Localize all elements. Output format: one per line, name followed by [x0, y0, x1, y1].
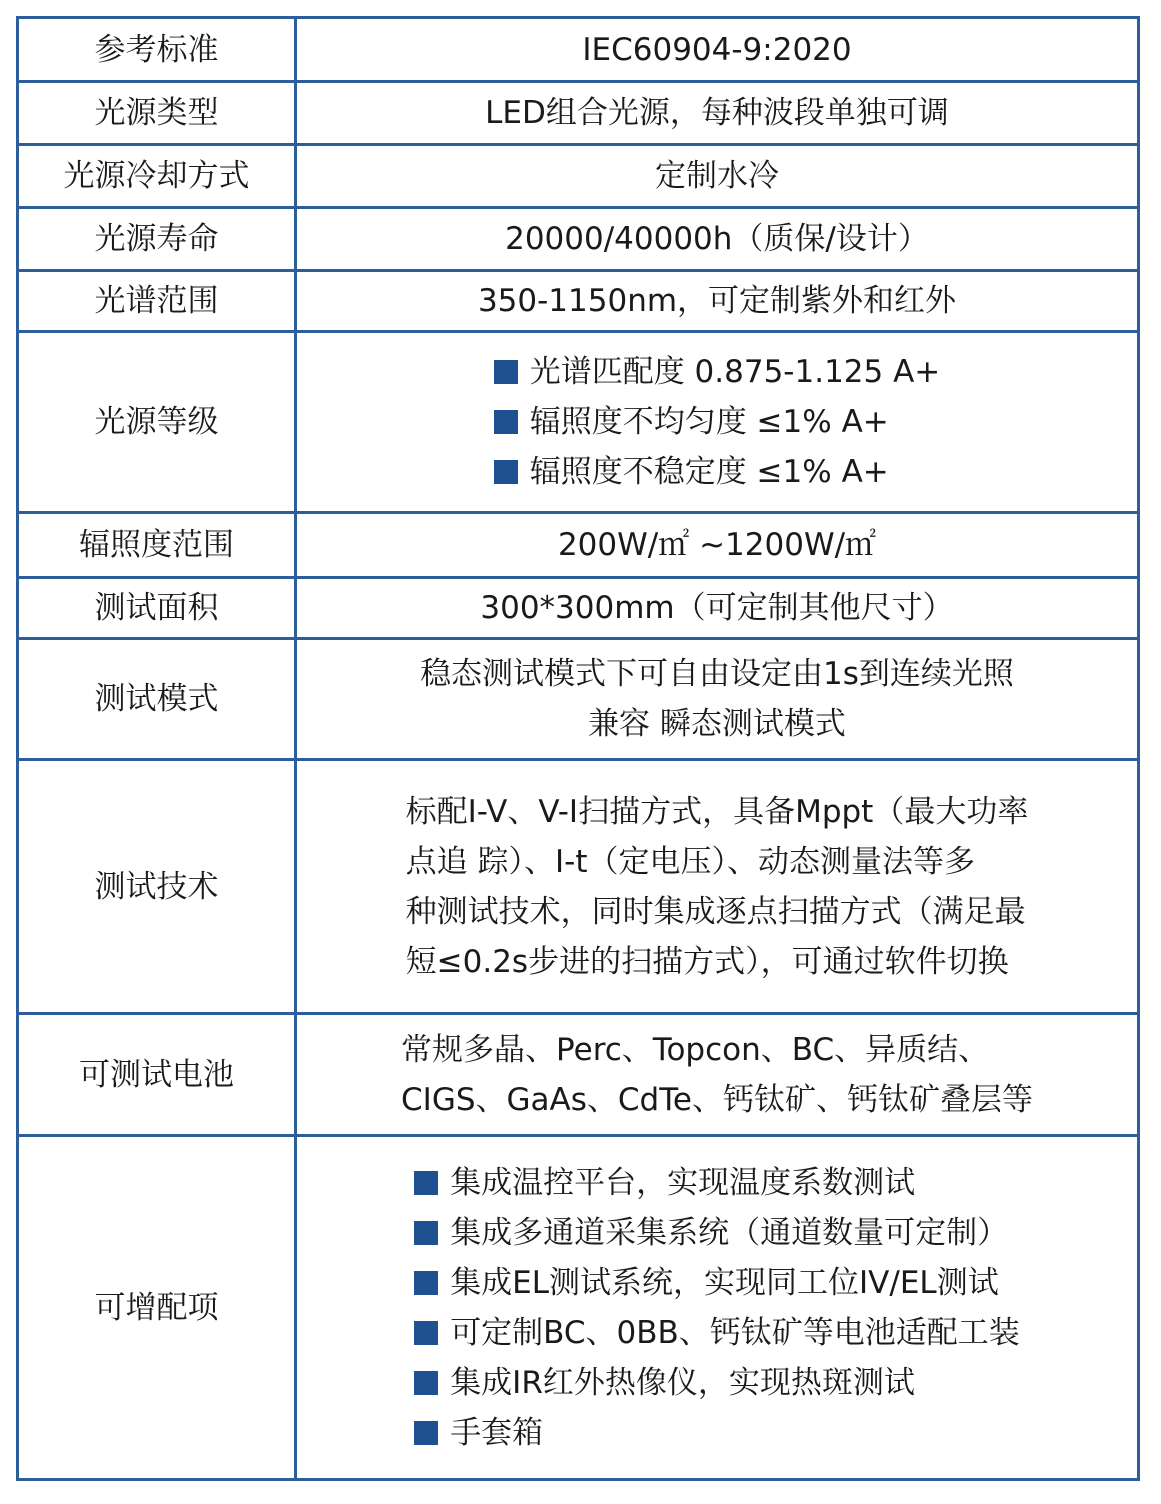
row-value	[296, 578, 1139, 639]
bullet-text: 集成温控平台，实现温度系数测试	[450, 1164, 916, 1201]
table-row	[18, 208, 1139, 271]
bullet-item	[494, 397, 941, 447]
row-label: 光谱范围	[18, 271, 296, 332]
bullet-item	[414, 1158, 1020, 1208]
row-value	[296, 82, 1139, 145]
row-value	[296, 1136, 1139, 1480]
value-line: 兼容 瞬态测试模式	[588, 706, 846, 742]
bullet-list	[414, 1158, 1020, 1458]
row-label: 光源冷却方式	[18, 145, 296, 208]
bullet-item	[414, 1358, 1020, 1408]
row-value	[296, 513, 1139, 578]
row-value	[296, 208, 1139, 271]
bullet-text: 光谱匹配度 0.875-1.125 A+	[529, 354, 941, 390]
row-label: 参考标准	[18, 18, 296, 82]
row-label: 测试模式	[18, 639, 296, 760]
bullet-text: 可定制BC、0BB、钙钛矿等电池适配工装	[450, 1314, 1020, 1351]
table-row	[18, 271, 1139, 332]
bullet-item	[494, 447, 941, 497]
bullet-text: 辐照度不均匀度 ≤1% A+	[529, 404, 889, 440]
row-value	[296, 145, 1139, 208]
value-line: 常规多晶、Perc、Topcon、BC、异质结、	[401, 1031, 990, 1068]
row-label: 可测试电池	[18, 1014, 296, 1136]
value-line: CIGS、GaAs、CdTe、钙钛矿、钙钛矿叠层等	[401, 1081, 1033, 1118]
table-row	[18, 1136, 1139, 1480]
value-paragraph	[401, 1025, 1033, 1125]
row-value	[296, 639, 1139, 760]
spec-table	[16, 16, 1140, 1481]
bullet-item	[414, 1408, 1020, 1458]
value-line: 定制水冷	[655, 158, 779, 194]
row-label: 辐照度范围	[18, 513, 296, 578]
value-line: 350-1150nm，可定制紫外和红外	[477, 283, 957, 319]
bullet-text: 手套箱	[450, 1414, 544, 1451]
table-row	[18, 145, 1139, 208]
table-row	[18, 513, 1139, 578]
value-line: IEC60904-9:2020	[582, 31, 852, 68]
value-line: 标配I-V、V-I扫描方式，具备Mppt（最大功率	[405, 793, 1029, 830]
square-bullet-icon	[494, 410, 518, 434]
value-line: 200W/㎡ ~1200W/㎡	[557, 527, 877, 563]
table-row	[18, 1014, 1139, 1136]
square-bullet-icon	[494, 460, 518, 484]
square-bullet-icon	[414, 1321, 438, 1345]
bullet-text: 辐照度不稳定度 ≤1% A+	[529, 454, 889, 490]
value-line: 20000/40000h（质保/设计）	[505, 221, 929, 257]
square-bullet-icon	[414, 1221, 438, 1245]
row-value	[296, 760, 1139, 1014]
square-bullet-icon	[494, 360, 518, 384]
table-row	[18, 578, 1139, 639]
bullet-item	[414, 1258, 1020, 1308]
value-line: 稳态测试模式下可自由设定由1s到连续光照	[420, 656, 1014, 692]
bullet-text: 集成IR红外热像仪，实现热斑测试	[450, 1364, 915, 1401]
row-value	[296, 18, 1139, 82]
square-bullet-icon	[414, 1271, 438, 1295]
bullet-list	[494, 347, 941, 497]
row-label: 光源等级	[18, 332, 296, 513]
row-label: 测试技术	[18, 760, 296, 1014]
value-line: 种测试技术，同时集成逐点扫描方式（满足最	[405, 893, 1026, 930]
value-line: 300*300mm（可定制其他尺寸）	[480, 590, 954, 626]
value-paragraph	[406, 787, 1029, 987]
value-line: 短≤0.2s步进的扫描方式），可通过软件切换	[405, 943, 1009, 980]
row-value	[296, 332, 1139, 513]
bullet-text: 集成多通道采集系统（通道数量可定制）	[450, 1214, 1009, 1251]
square-bullet-icon	[414, 1421, 438, 1445]
table-row	[18, 760, 1139, 1014]
table-row	[18, 18, 1139, 82]
table-row	[18, 639, 1139, 760]
table-row	[18, 82, 1139, 145]
bullet-text: 集成EL测试系统，实现同工位IV/EL测试	[450, 1264, 999, 1301]
value-line: 点追 踪）、I-t（定电压）、动态测量法等多	[405, 843, 975, 880]
row-label: 光源寿命	[18, 208, 296, 271]
square-bullet-icon	[414, 1171, 438, 1195]
bullet-item	[494, 347, 941, 397]
row-label: 可增配项	[18, 1136, 296, 1480]
square-bullet-icon	[414, 1371, 438, 1395]
row-label: 光源类型	[18, 82, 296, 145]
table-row	[18, 332, 1139, 513]
row-value	[296, 271, 1139, 332]
bullet-item	[414, 1208, 1020, 1258]
value-line: LED组合光源，每种波段单独可调	[485, 95, 949, 131]
bullet-item	[414, 1308, 1020, 1358]
row-value	[296, 1014, 1139, 1136]
row-label: 测试面积	[18, 578, 296, 639]
